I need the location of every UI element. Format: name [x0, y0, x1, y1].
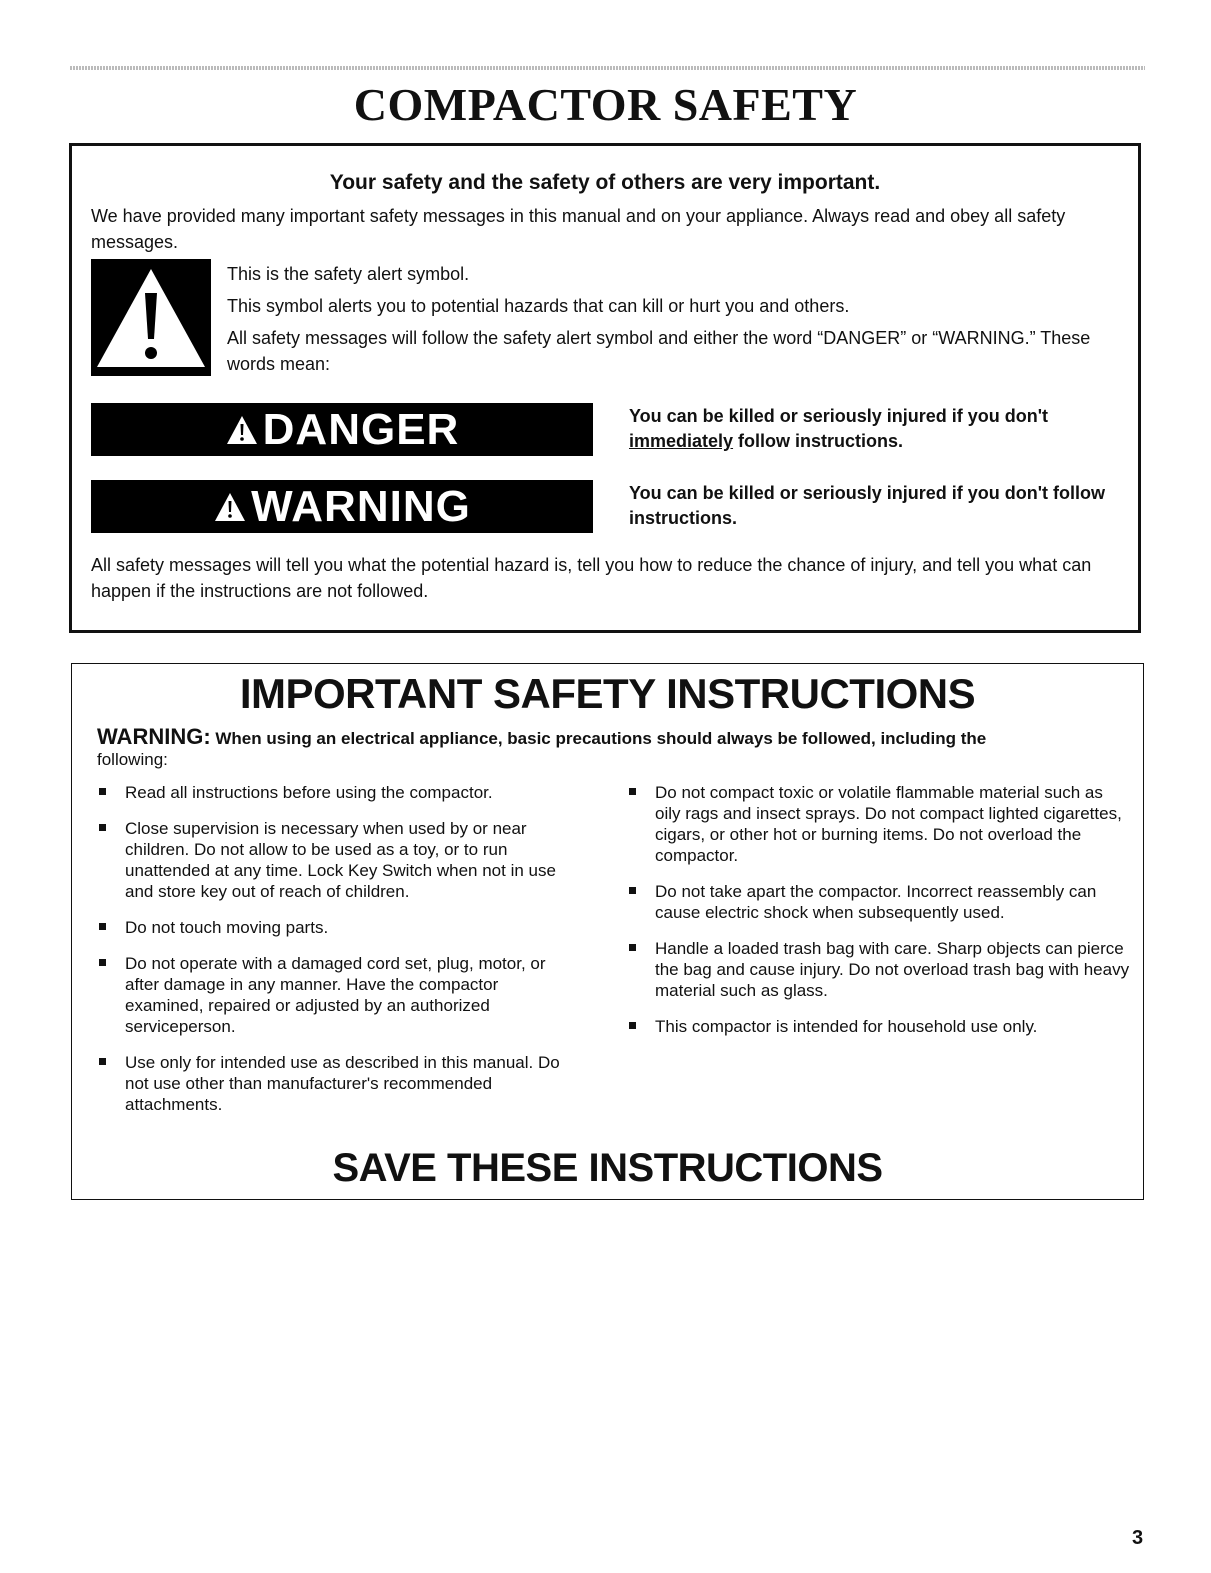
instructions-title: IMPORTANT SAFETY INSTRUCTIONS — [239, 670, 976, 717]
list-item-text: Do not take apart the compactor. Incorrect reassembly can cause electric shock when subsequently used. — [655, 882, 1097, 922]
warning-label: WARNING — [251, 481, 471, 531]
list-item — [97, 818, 567, 902]
list-item-text: Do not touch moving parts. — [125, 918, 329, 937]
list-item-text: Close supervision is necessary when used by or near children. Do not allow to be used as a toy, or to run unattended at any time. Lock Key Switch when not in use and store key out of reach of children. — [125, 819, 556, 901]
bullet-icon — [629, 887, 636, 894]
danger-definition-emphasis: immediately — [629, 431, 734, 451]
list-item-text: Do not operate with a damaged cord set, plug, motor, or after damage in any manner. Have the compactor examined, repaired or adjusted by an authorized serviceperson. — [125, 954, 546, 1036]
safety-outro-text: All safety messages will tell you what the potential hazard is, tell you how to reduce the chance of injury, and tell you what can happen if the instructions are not followed. — [91, 555, 1092, 601]
warning-banner — [91, 480, 593, 533]
bullet-icon — [629, 788, 636, 795]
instructions-list-right — [627, 782, 1132, 1052]
alert-symbol-explanation — [227, 261, 1107, 383]
danger-banner — [91, 403, 593, 456]
warning-triangle-icon — [213, 491, 247, 523]
page-title: COMPACTOR SAFETY — [353, 79, 858, 130]
list-item — [627, 782, 1132, 866]
list-item-text: Handle a loaded trash bag with care. Sharp objects can pierce the bag and cause injury. Do not overload trash bag with heavy material such as glass. — [655, 939, 1130, 1000]
bullet-icon — [629, 1022, 636, 1029]
safety-message-box — [69, 143, 1141, 633]
list-item — [627, 881, 1132, 923]
list-item-text: This compactor is intended for household use only. — [655, 1017, 1038, 1036]
danger-definition-start: You can be killed or seriously injured if you don't — [629, 406, 1049, 426]
instructions-warning — [97, 726, 1127, 770]
important-instructions-box — [71, 663, 1144, 1200]
bullet-icon — [99, 824, 106, 831]
safety-intro-text: We have provided many important safety messages in this manual and on your appliance. Always read and obey all safety messages. — [91, 206, 1066, 252]
bullet-icon — [99, 1058, 106, 1065]
bullet-icon — [629, 944, 636, 951]
danger-label: DANGER — [262, 404, 460, 454]
list-item-text: Read all instructions before using the compactor. — [125, 783, 493, 802]
danger-definition — [629, 404, 1119, 454]
danger-definition-end: follow instructions. — [733, 431, 904, 451]
alert-symbol-line: This is the safety alert symbol. — [227, 264, 470, 284]
top-dotted-rule — [70, 66, 1145, 70]
alert-symbol-line: All safety messages will follow the safety alert symbol and either the word “DANGER” or “WARNING.” These words mean: — [227, 328, 1091, 374]
list-item — [97, 917, 567, 938]
warning-text: When using an electrical appliance, basic precautions should always be followed, including the — [210, 729, 987, 748]
list-item-text: Use only for intended use as described in this manual. Do not use other than manufacturer's recommended attachments. — [125, 1053, 560, 1114]
save-instructions-title: SAVE THESE INSTRUCTIONS — [332, 1146, 883, 1190]
list-item — [97, 1052, 567, 1115]
bullet-icon — [99, 923, 106, 930]
list-item — [627, 938, 1132, 1001]
list-item — [97, 782, 567, 803]
list-item — [97, 953, 567, 1037]
bullet-icon — [99, 788, 106, 795]
warning-triangle-icon — [225, 414, 259, 446]
bullet-icon — [99, 959, 106, 966]
alert-symbol-line: This symbol alerts you to potential hazards that can kill or hurt you and others. — [227, 296, 850, 316]
warning-definition: You can be killed or seriously injured if you don't follow instructions. — [629, 483, 1105, 528]
safety-box-heading: Your safety and the safety of others are very important. — [329, 171, 881, 194]
list-item-text: Do not compact toxic or volatile flammable material such as oily rags and insect sprays. Do not compact lighted cigarettes, cigars, or other hot or burning items. Do not overload the compactor. — [655, 783, 1122, 865]
safety-alert-icon — [91, 259, 211, 376]
warning-lead: WARNING: — [97, 724, 211, 749]
instructions-list-left — [97, 782, 567, 1130]
page-number: 3 — [1132, 1527, 1144, 1549]
warning-following: following: — [97, 750, 168, 769]
list-item — [627, 1016, 1132, 1037]
